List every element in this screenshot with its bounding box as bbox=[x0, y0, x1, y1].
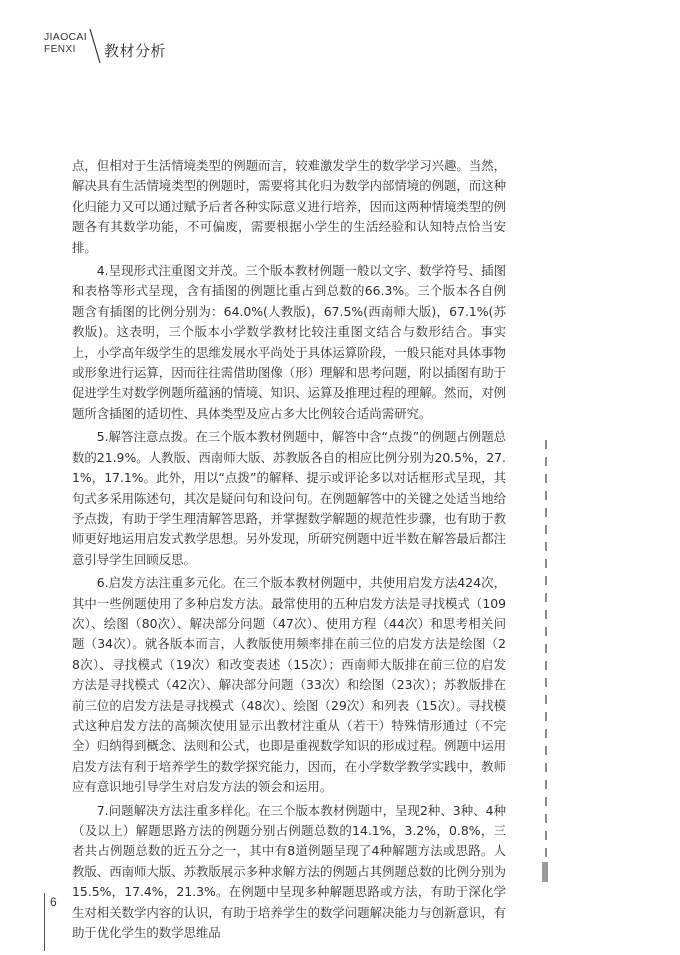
page-number: 6 bbox=[50, 895, 57, 909]
article-body bbox=[72, 156, 506, 943]
footer-vertical-rule bbox=[44, 893, 45, 951]
paragraph-point-4: 4.呈现形式注重图文并茂。三个版本教材例题一般以文字、数学符号、插图和表格等形式呈现，含有插图的例题比重占到总数的66.3%。三个版本各自例题含有插图的比例分别为：64.0%(人教版)，67.5%(西南师大版)，67.1%(苏教版)。这表明，三个版本小学数学教材比较注重图文结合与数形结合。事实上，小学高年级学生的思维发展水平尚处于具体运算阶段，一般只能对具体事物或形象进行运算，因而往往需借助图像（形）理解和思考问题，附以插图有助于促进学生对数学例题所蕴涵的情境、知识、运算及推理过程的理解。然而，对例题所含插图的适切性、具体类型及应占多大比例较合适尚需研究。 bbox=[72, 263, 506, 421]
paragraph-point-5: 5.解答注意点拨。在三个版本教材例题中，解答中含“点拨”的例题占例题总数的21.9%。人教版、西南师大版、苏教版各自的相应比例分别为20.5%，27.1%，17.1%。此外，用以“点拨”的解释、提示或评论多以对话框形式呈现，其句式多采用陈述句，其次是疑问句和设问句。在例题解答中的关键之处适当地给予点拨，有助于学生理清解答思路，并掌握数学解题的规范性步骤，也有助于教师更好地运用启发式教学思想。另外发现，所研究例题中近半数在解答最后都注意引导学生回顾反思。 bbox=[72, 429, 506, 567]
brand-text-fenxi: FENXI bbox=[44, 44, 76, 55]
header-brand bbox=[44, 31, 88, 55]
paragraph-continuation: 点，但相对于生活情境类型的例题而言，较难激发学生的数学学习兴趣。当然，解决具有生活情境类型的例题时，需要将其化归为数学内部情境的例题，而这种化归能力又可以通过赋予后者各种实际意义进行培养，因而这两种情境类型的例题各有其数学功能，不可偏废，需要根据小学生的生活经验和认知特点恰当安排。 bbox=[72, 158, 506, 255]
brand-text-jiaocai: JIAOCAI bbox=[44, 31, 87, 43]
paragraph-point-7: 7.问题解决方法注重多样化。在三个版本教材例题中，呈现2种、3种、4种（及以上）解题思路方法的例题分别占例题总数的14.1%，3.2%，0.8%，三者共占例题总数的近五分之一，其中有8道例题呈现了4种解题方法或思路。人教版、西南师大版、苏教版展示多种求解方法的例题占其例题总数的比例分别为15.5%，17.4%，21.3%。在例题中呈现多种解题思路或方法，有助于深化学生对相关数学内容的认识，有助于培养学生的数学问题解决能力与创新意识，有助于优化学生的数学思维品 bbox=[72, 802, 506, 941]
running-header bbox=[44, 28, 244, 68]
header-divider-slash bbox=[88, 28, 102, 64]
margin-scroll-marker bbox=[542, 862, 548, 882]
section-title: 教材分析 bbox=[104, 42, 167, 60]
paragraph-point-6: 6.启发方法注重多元化。在三个版本教材例题中，共使用启发方法424次，其中一些例题使用了多种启发方法。最常使用的五种启发方法是寻找模式（109次）、绘图（80次）、解决部分问题（47次）、使用方程（44次）和思考相关问题（34次）。就各版本而言，人教版使用频率排在前三位的启发方法是绘图（28次）、寻找模式（19次）和改变表述（15次）；西南师大版排在前三位的启发方法是寻找模式（42次）、解决部分问题（33次）和绘图（23次）；苏教版排在前三位的启发方法是寻找模式（48次）、绘图（29次）和列表（15次）。寻找模式这种启发方法的高频次使用显示出教材注重从（若干）特殊情形通过（不完全）归纳得到概念、法则和公式，也即是重视数学知识的形成过程。例题中运用启发方法有利于培养学生的数学探究能力，因而，在小学数学教学实践中，教师应有意识地引导学生对启发方法的领会和运用。 bbox=[72, 575, 506, 795]
margin-dashed-line bbox=[545, 440, 547, 870]
